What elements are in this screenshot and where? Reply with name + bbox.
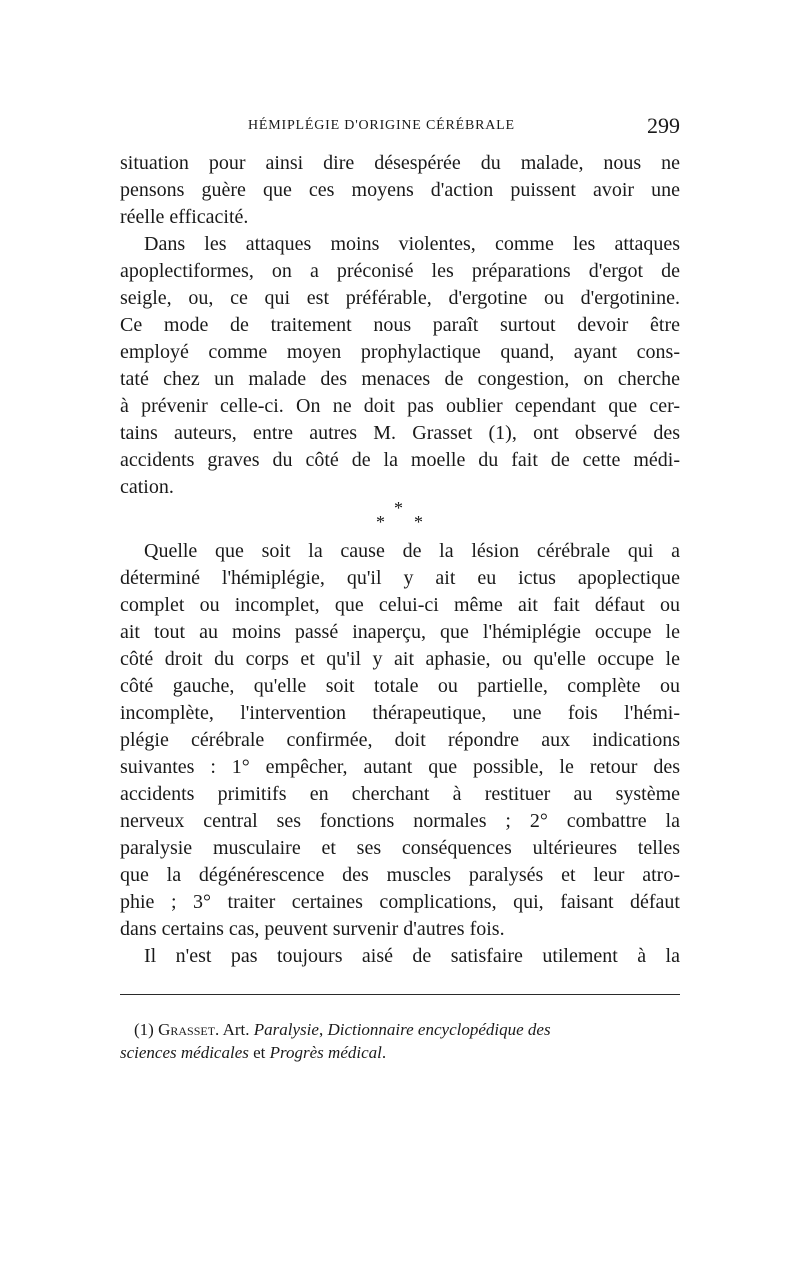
asterism-star-top: * xyxy=(394,498,403,518)
text-line: paralysie musculaire et ses conséquences ultérieures telles xyxy=(120,837,680,859)
text-line: à prévenir celle-ci. On ne doit pas oublier cependant que cer- xyxy=(120,395,680,417)
footnote-end: . xyxy=(381,1043,387,1062)
text-line: côté droit du corps et qu'il y ait aphasie, ou qu'elle occupe le xyxy=(120,648,680,670)
text-line: employé comme moyen prophylactique quand, ayant cons- xyxy=(120,341,680,363)
text-line: seigle, ou, ce qui est préférable, d'ergotine ou d'ergotinine. xyxy=(120,287,680,309)
text-line: accidents graves du côté de la moelle du fait de cette médi- xyxy=(120,449,680,471)
text-line: cation. xyxy=(120,476,174,498)
text-line: taté chez un malade des menaces de congestion, on cherche xyxy=(120,368,680,390)
footnote-work-dictionnaire-cont: sciences médicales xyxy=(120,1043,249,1062)
text-line: Il n'est pas toujours aisé de satisfaire utilement à la xyxy=(144,945,680,967)
paragraph-ergot-treatment xyxy=(120,231,680,501)
footnote-separator: , xyxy=(318,1020,328,1039)
body-text-bottom xyxy=(120,538,680,970)
footnote-author: Grasset xyxy=(158,1020,216,1039)
paragraph-indications xyxy=(120,538,680,943)
page-number: 299 xyxy=(647,113,680,138)
text-line: Dans les attaques moins violentes, comme les attaques xyxy=(144,233,680,255)
text-line: ait tout au moins passé inaperçu, que l'hémiplégie occupe le xyxy=(120,621,680,643)
footnote-separator: . Art. xyxy=(215,1020,254,1039)
asterism-section-break xyxy=(372,498,428,532)
footnote-work-paralysie: Paralysie xyxy=(253,1020,319,1039)
running-head xyxy=(120,113,680,140)
text-line: complet ou incomplet, que celui-ci même ait fait défaut ou xyxy=(120,594,680,616)
text-line: dans certains cas, peuvent survenir d'autres fois. xyxy=(120,918,505,940)
text-line: situation pour ainsi dire désespérée du malade, nous ne xyxy=(120,152,680,174)
paragraph-continued xyxy=(120,150,680,231)
footnote-work-dictionnaire: Dictionnaire encyclopédique des xyxy=(327,1020,551,1039)
text-line: réelle efficacité. xyxy=(120,206,249,228)
footnote-work-progres: Progrès médical xyxy=(269,1043,382,1062)
running-title: HÉMIPLÉGIE D'ORIGINE CÉRÉBRALE xyxy=(248,118,515,133)
text-line: phie ; 3° traiter certaines complications, qui, faisant défaut xyxy=(120,891,680,913)
footnote-separator: et xyxy=(248,1043,270,1062)
footnote-marker: (1) xyxy=(134,1020,154,1039)
text-line: pensons guère que ces moyens d'action puissent avoir une xyxy=(120,179,680,201)
asterism-star-left: * xyxy=(376,512,385,532)
text-line: plégie cérébrale confirmée, doit répondre aux indications xyxy=(120,729,680,751)
text-line: suivantes : 1° empêcher, autant que possible, le retour des xyxy=(120,756,680,778)
paragraph-final xyxy=(120,943,680,970)
footnote xyxy=(120,1018,680,1064)
text-line: que la dégénérescence des muscles paralysés et leur atro- xyxy=(120,864,680,886)
text-line: Quelle que soit la cause de la lésion cérébrale qui a xyxy=(144,540,680,562)
text-line: incomplète, l'intervention thérapeutique, une fois l'hémi- xyxy=(120,702,680,724)
text-line: nerveux central ses fonctions normales ; 2° combattre la xyxy=(120,810,680,832)
text-line: tains auteurs, entre autres M. Grasset (1), ont observé des xyxy=(120,422,680,444)
text-line: côté gauche, qu'elle soit totale ou partielle, complète ou xyxy=(120,675,680,697)
asterism-star-right: * xyxy=(414,512,423,532)
footnote-line xyxy=(120,1018,680,1041)
text-line: Ce mode de traitement nous paraît surtout devoir être xyxy=(120,314,680,336)
footnote-line xyxy=(120,1041,680,1064)
body-text-top xyxy=(120,150,680,501)
footnote-rule xyxy=(120,994,680,995)
text-line: déterminé l'hémiplégie, qu'il y ait eu ictus apoplectique xyxy=(120,567,680,589)
text-line: accidents primitifs en cherchant à restituer au système xyxy=(120,783,680,805)
text-line: apoplectiformes, on a préconisé les préparations d'ergot de xyxy=(120,260,680,282)
